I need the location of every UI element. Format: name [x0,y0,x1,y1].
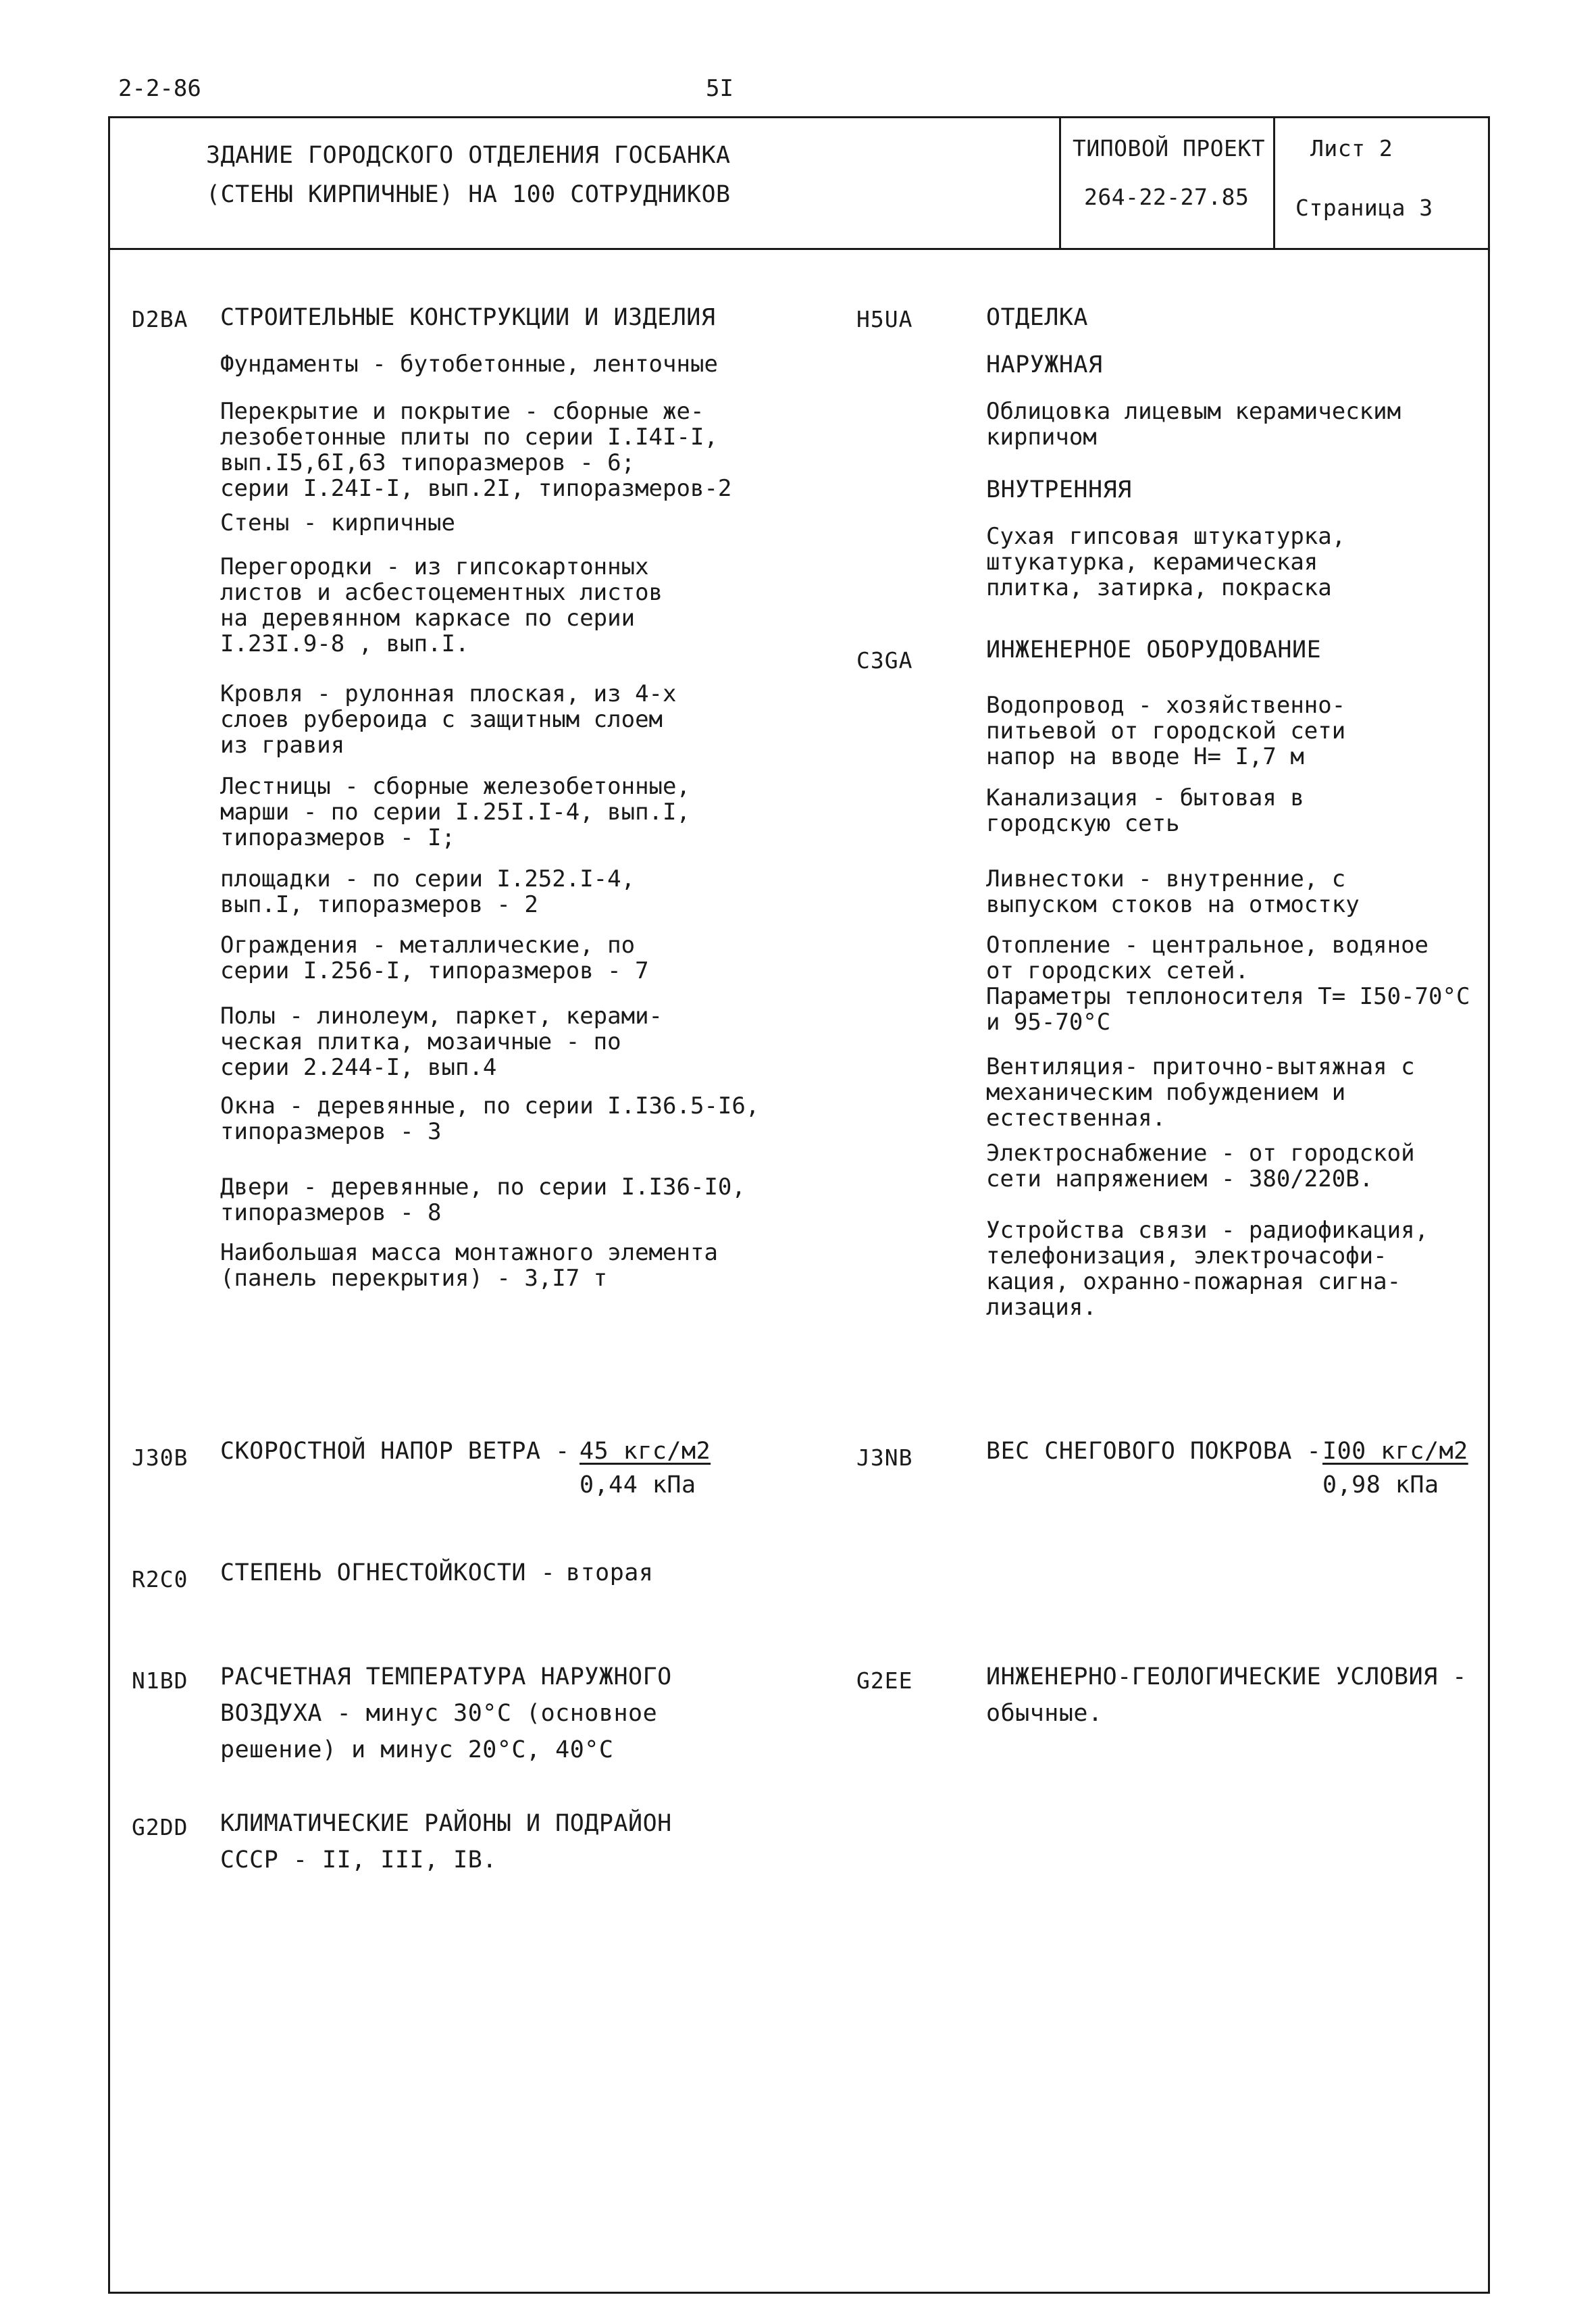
construction-item: Стены - кирпичные [220,509,455,536]
fire-label: СТЕПЕНЬ ОГНЕСТОЙКОСТИ - [220,1559,556,1586]
frame-right-border [1488,116,1490,2294]
equipment-item: Канализация - бытовая в городскую сеть [986,784,1304,837]
equipment-item: Ливнестоки - внутренние, с выпуском стоков на отмостку [986,865,1360,918]
equipment-item: Водопровод - хозяйственно- питьевой от городской сети напор на вводе H= I,7 м [986,692,1346,770]
snow-label: ВЕС СНЕГОВОГО ПОКРОВА - [986,1438,1322,1465]
finish-inner-heading: ВНУТРЕННЯЯ [986,476,1132,503]
section-code: G2EE [856,1667,913,1694]
climate-text: КЛИМАТИЧЕСКИЕ РАЙОНЫ И ПОДРАЙОН СССР - II, III, IВ. [220,1810,672,1873]
construction-item: Фундаменты - бутобетонные, ленточные [220,351,718,378]
fire-value: вторая [566,1559,654,1586]
section-code: J3NB [856,1444,913,1471]
construction-item: Лестницы - сборные железобетонные, марши - по серии I.25I.I-4, вып.I, типоразмеров - I; [220,773,690,851]
project-number: 264-22-27.85 [1084,184,1250,210]
snow-value-kpa: 0,98 кПа [1322,1472,1439,1499]
equipment-item: Вентиляция- приточно-вытяжная с механическим побуждением и естественная. [986,1053,1415,1132]
finish-outer-heading: НАРУЖНАЯ [986,351,1103,378]
frame-left-border [108,116,110,2294]
section-code: N1BD [132,1667,188,1694]
construction-item: Полы - линолеум, паркет, керами- ческая плитка, мозаичные - по серии 2.244-I, вып.4 [220,1003,663,1081]
construction-item: Кровля - рулонная плоская, из 4-х слоев рубероида с защитным слоем из гравия [220,680,677,759]
sheet-label: Лист 2 [1310,135,1393,161]
construction-item: Окна - деревянные, по серии I.I36.5-I6, типоразмеров - 3 [220,1092,760,1145]
section-code: C3GA [856,647,913,674]
page-number: 5I [706,75,733,102]
equipment-item: Устройства связи - радиофикация, телефонизация, электрочасофи- кация, охранно-пожарная сигна- лизация. [986,1217,1429,1321]
construction-item: Наибольшая масса монтажного элемента (панель перекрытия) - 3,I7 т [220,1239,718,1292]
title-block-vline-1 [1059,116,1061,248]
title-block-divider [108,248,1489,250]
construction-item: Перегородки - из гипсокартонных листов и асбестоцементных листов на деревянном каркасе по серии I.23I.9-8 , вып.I. [220,553,663,657]
temperature-text: РАСЧЕТНАЯ ТЕМПЕРАТУРА НАРУЖНОГО ВОЗДУХА - минус 30°C (основное решение) и минус 20°C, 40°C [220,1663,672,1763]
construction-item: Двери - деревянные, по серии I.I36-I0, типоразмеров - 8 [220,1174,746,1226]
section-heading-equipment: ИНЖЕНЕРНОЕ ОБОРУДОВАНИЕ [986,636,1322,663]
wind-value: 45 кгс/м2 [580,1438,711,1465]
equipment-item: Отопление - центральное, водяное от городских сетей. Параметры теплоносителя T= I50-70°C и 95-70°C [986,932,1470,1036]
finish-outer-text: Облицовка лицевым керамическим кирпичом [986,398,1401,451]
wind-value-kpa: 0,44 кПа [580,1472,696,1499]
finish-inner-text: Сухая гипсовая штукатурка, штукатурка, керамическая плитка, затирка, покраска [986,523,1346,601]
title-line-2: (СТЕНЫ КИРПИЧНЫЕ) НА 100 СОТРУДНИКОВ [206,181,731,208]
construction-item: Ограждения - металлические, по серии I.256-I, типоразмеров - 7 [220,932,649,984]
section-code: J30B [132,1444,188,1471]
title-line-1: ЗДАНИЕ ГОРОДСКОГО ОТДЕЛЕНИЯ ГОСБАНКА [206,142,731,169]
section-code: H5UA [856,306,913,332]
title-block-vline-2 [1273,116,1275,248]
section-heading-finish: ОТДЕЛКА [986,304,1089,331]
frame-top-border [108,116,1489,118]
snow-value: I00 кгс/м2 [1322,1438,1468,1465]
equipment-item: Электроснабжение - от городской сети напряжением - 380/220В. [986,1140,1415,1192]
section-code: R2C0 [132,1566,188,1592]
section-code: G2DD [132,1814,188,1840]
construction-item: площадки - по серии I.252.I-4, вып.I, типоразмеров - 2 [220,865,636,918]
frame-bottom-border [108,2292,1490,2294]
project-label: ТИПОВОЙ ПРОЕКТ [1073,135,1266,161]
construction-item: Перекрытие и покрытие - сборные же- лезобетонные плиты по серии I.I4I-I, вып.I5,6I,63 типоразмеров - 6; серии I.24I-I, вып.2I, типоразмеров-2 [220,398,732,502]
section-code: D2BA [132,306,188,332]
geology-text: ИНЖЕНЕРНО-ГЕОЛОГИЧЕСКИЕ УСЛОВИЯ - обычные. [986,1663,1467,1727]
section-heading-construction: СТРОИТЕЛЬНЫЕ КОНСТРУКЦИИ И ИЗДЕЛИЯ [220,304,716,331]
page-label: Страница 3 [1295,195,1433,221]
wind-label: СКОРОСТНОЙ НАПОР ВЕТРА - [220,1438,570,1465]
document-code: 2-2-86 [118,75,201,102]
